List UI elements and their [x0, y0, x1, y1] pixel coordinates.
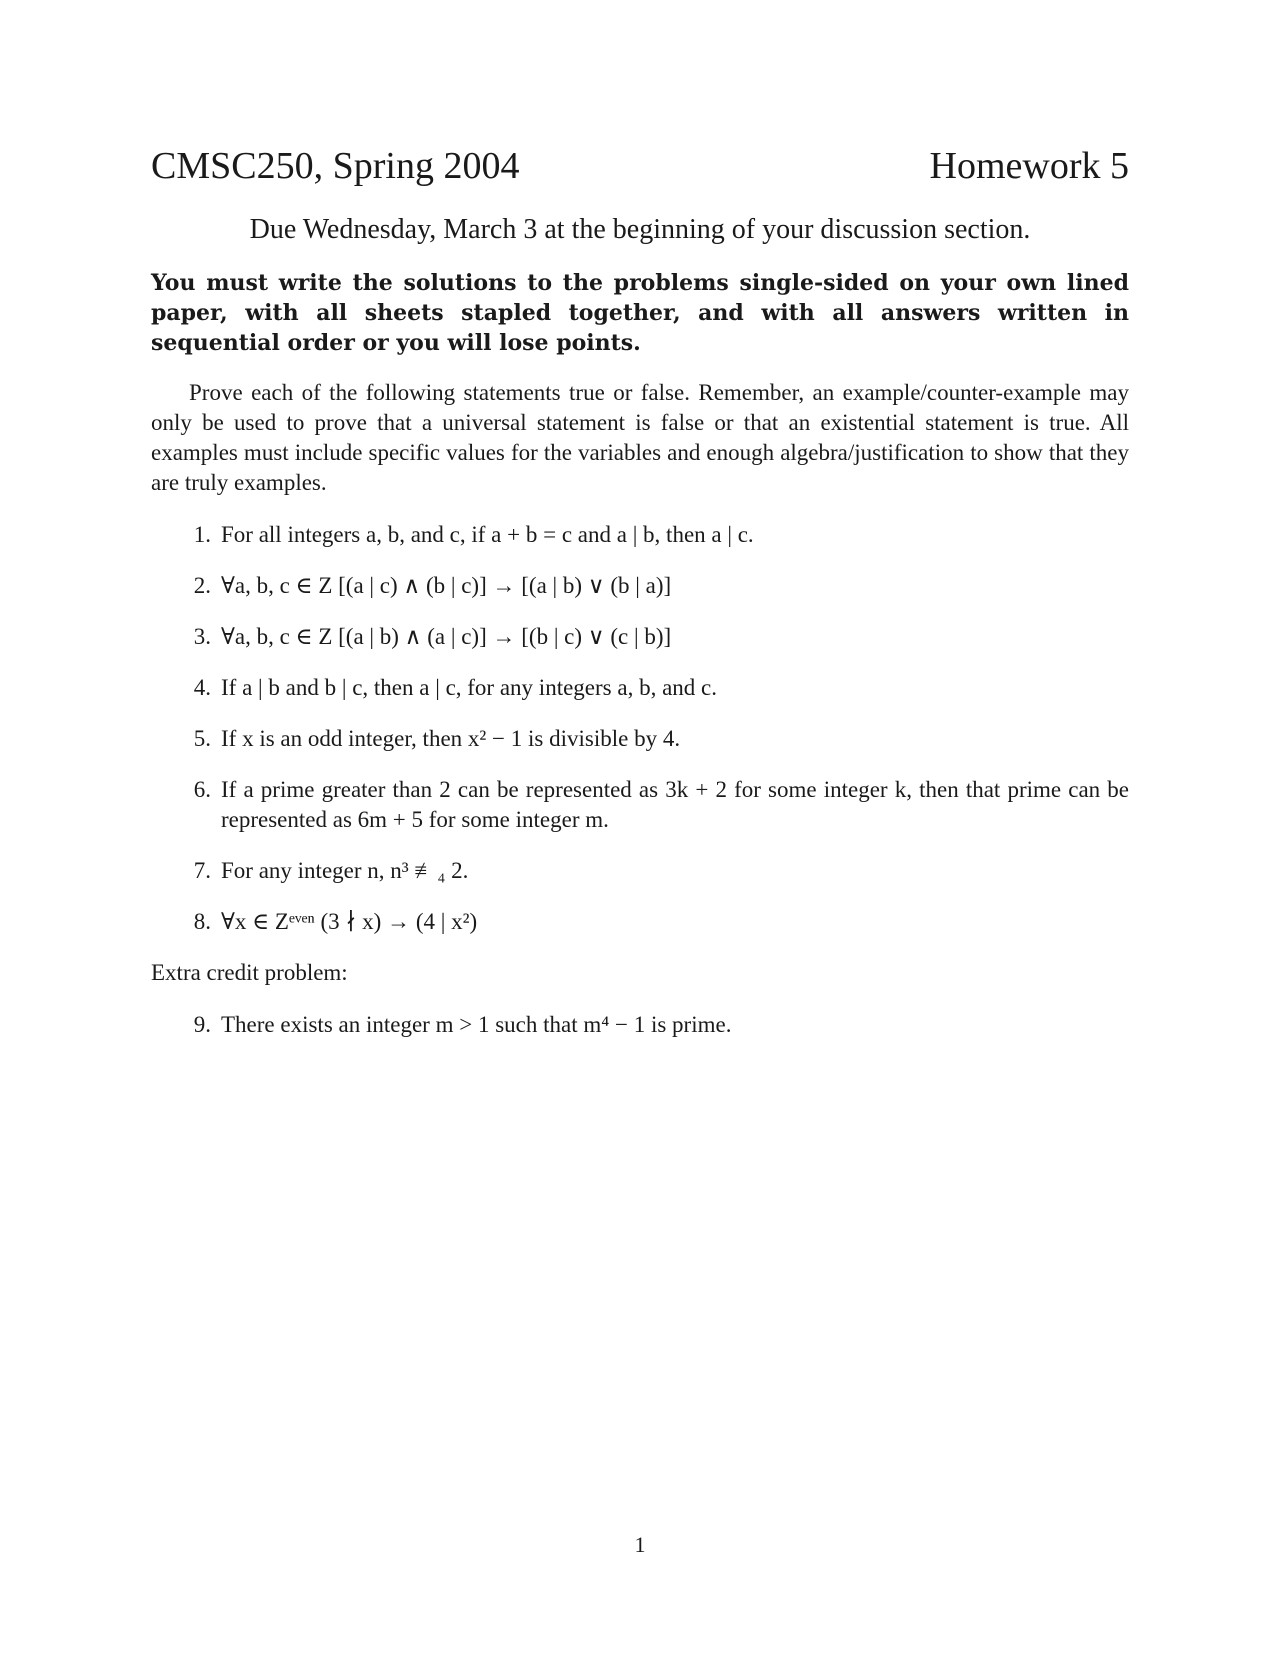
extra-credit-heading: Extra credit problem: [151, 960, 348, 985]
problem-number: 5. [193, 726, 211, 751]
problem-9 [151, 1010, 1129, 1040]
submission-warning: You must write the solutions to the problems single-sided on your own lined paper, with all sheets stapled together, and with all answers written in sequential order or you will lose points. [151, 270, 1129, 356]
problem-2 [151, 571, 1129, 601]
problem-text: For any integer n, n³ ≢₄ 2. [221, 858, 469, 883]
problem-number: 8. [193, 909, 211, 934]
problem-number: 6. [193, 777, 211, 802]
problem-text: If a | b and b | c, then a | c, for any integers a, b, and c. [221, 675, 717, 700]
problem-4 [151, 673, 1129, 703]
problem-number: 4. [193, 675, 211, 700]
problem-1 [151, 520, 1129, 550]
problem-5 [151, 724, 1129, 754]
problem-7 [151, 856, 1129, 886]
problem-text: If x is an odd integer, then x² − 1 is divisible by 4. [221, 726, 681, 751]
course-title: CMSC250, Spring 2004 [151, 145, 520, 187]
problem-number: 1. [193, 522, 211, 547]
extra-problem-list [151, 1010, 1129, 1040]
assignment-title: Homework 5 [929, 145, 1129, 187]
document-page [151, 140, 1129, 1061]
problem-list [151, 520, 1129, 937]
problem-3 [151, 622, 1129, 652]
problem-text: ∀x ∈ Zᵉᵛᵉⁿ (3 ∤ x) → (4 | x²) [221, 909, 478, 934]
problem-number: 9. [193, 1012, 211, 1037]
instructions: Prove each of the following statements true or false. Remember, an example/counter-example may only be used to prove that a universal statement is false or that an existential statement is true. All examples must include specific values for the variables and enough algebra/justification to show that they are truly examples. [151, 380, 1129, 495]
header [151, 140, 1129, 192]
problem-text: For all integers a, b, and c, if a + b = c and a | b, then a | c. [221, 522, 754, 547]
page-number: 1 [634, 1532, 646, 1557]
problem-text: ∀a, b, c ∈ Z [(a | c) ∧ (b | c)] → [(a | b) ∨ (b | a)] [221, 573, 672, 598]
problem-number: 3. [193, 624, 211, 649]
problem-text: If a prime greater than 2 can be represented as 3k + 2 for some integer k, then that prime can be represented as 6m + 5 for some integer m. [221, 777, 1129, 832]
problem-6 [151, 775, 1129, 835]
problem-number: 7. [193, 858, 211, 883]
problem-text: There exists an integer m > 1 such that m⁴ − 1 is prime. [221, 1012, 732, 1037]
due-date: Due Wednesday, March 3 at the beginning of your discussion section. [249, 214, 1031, 245]
problem-8 [151, 907, 1129, 937]
problem-number: 2. [193, 573, 211, 598]
problem-text: ∀a, b, c ∈ Z [(a | b) ∧ (a | c)] → [(b | c) ∨ (c | b)] [221, 624, 672, 649]
